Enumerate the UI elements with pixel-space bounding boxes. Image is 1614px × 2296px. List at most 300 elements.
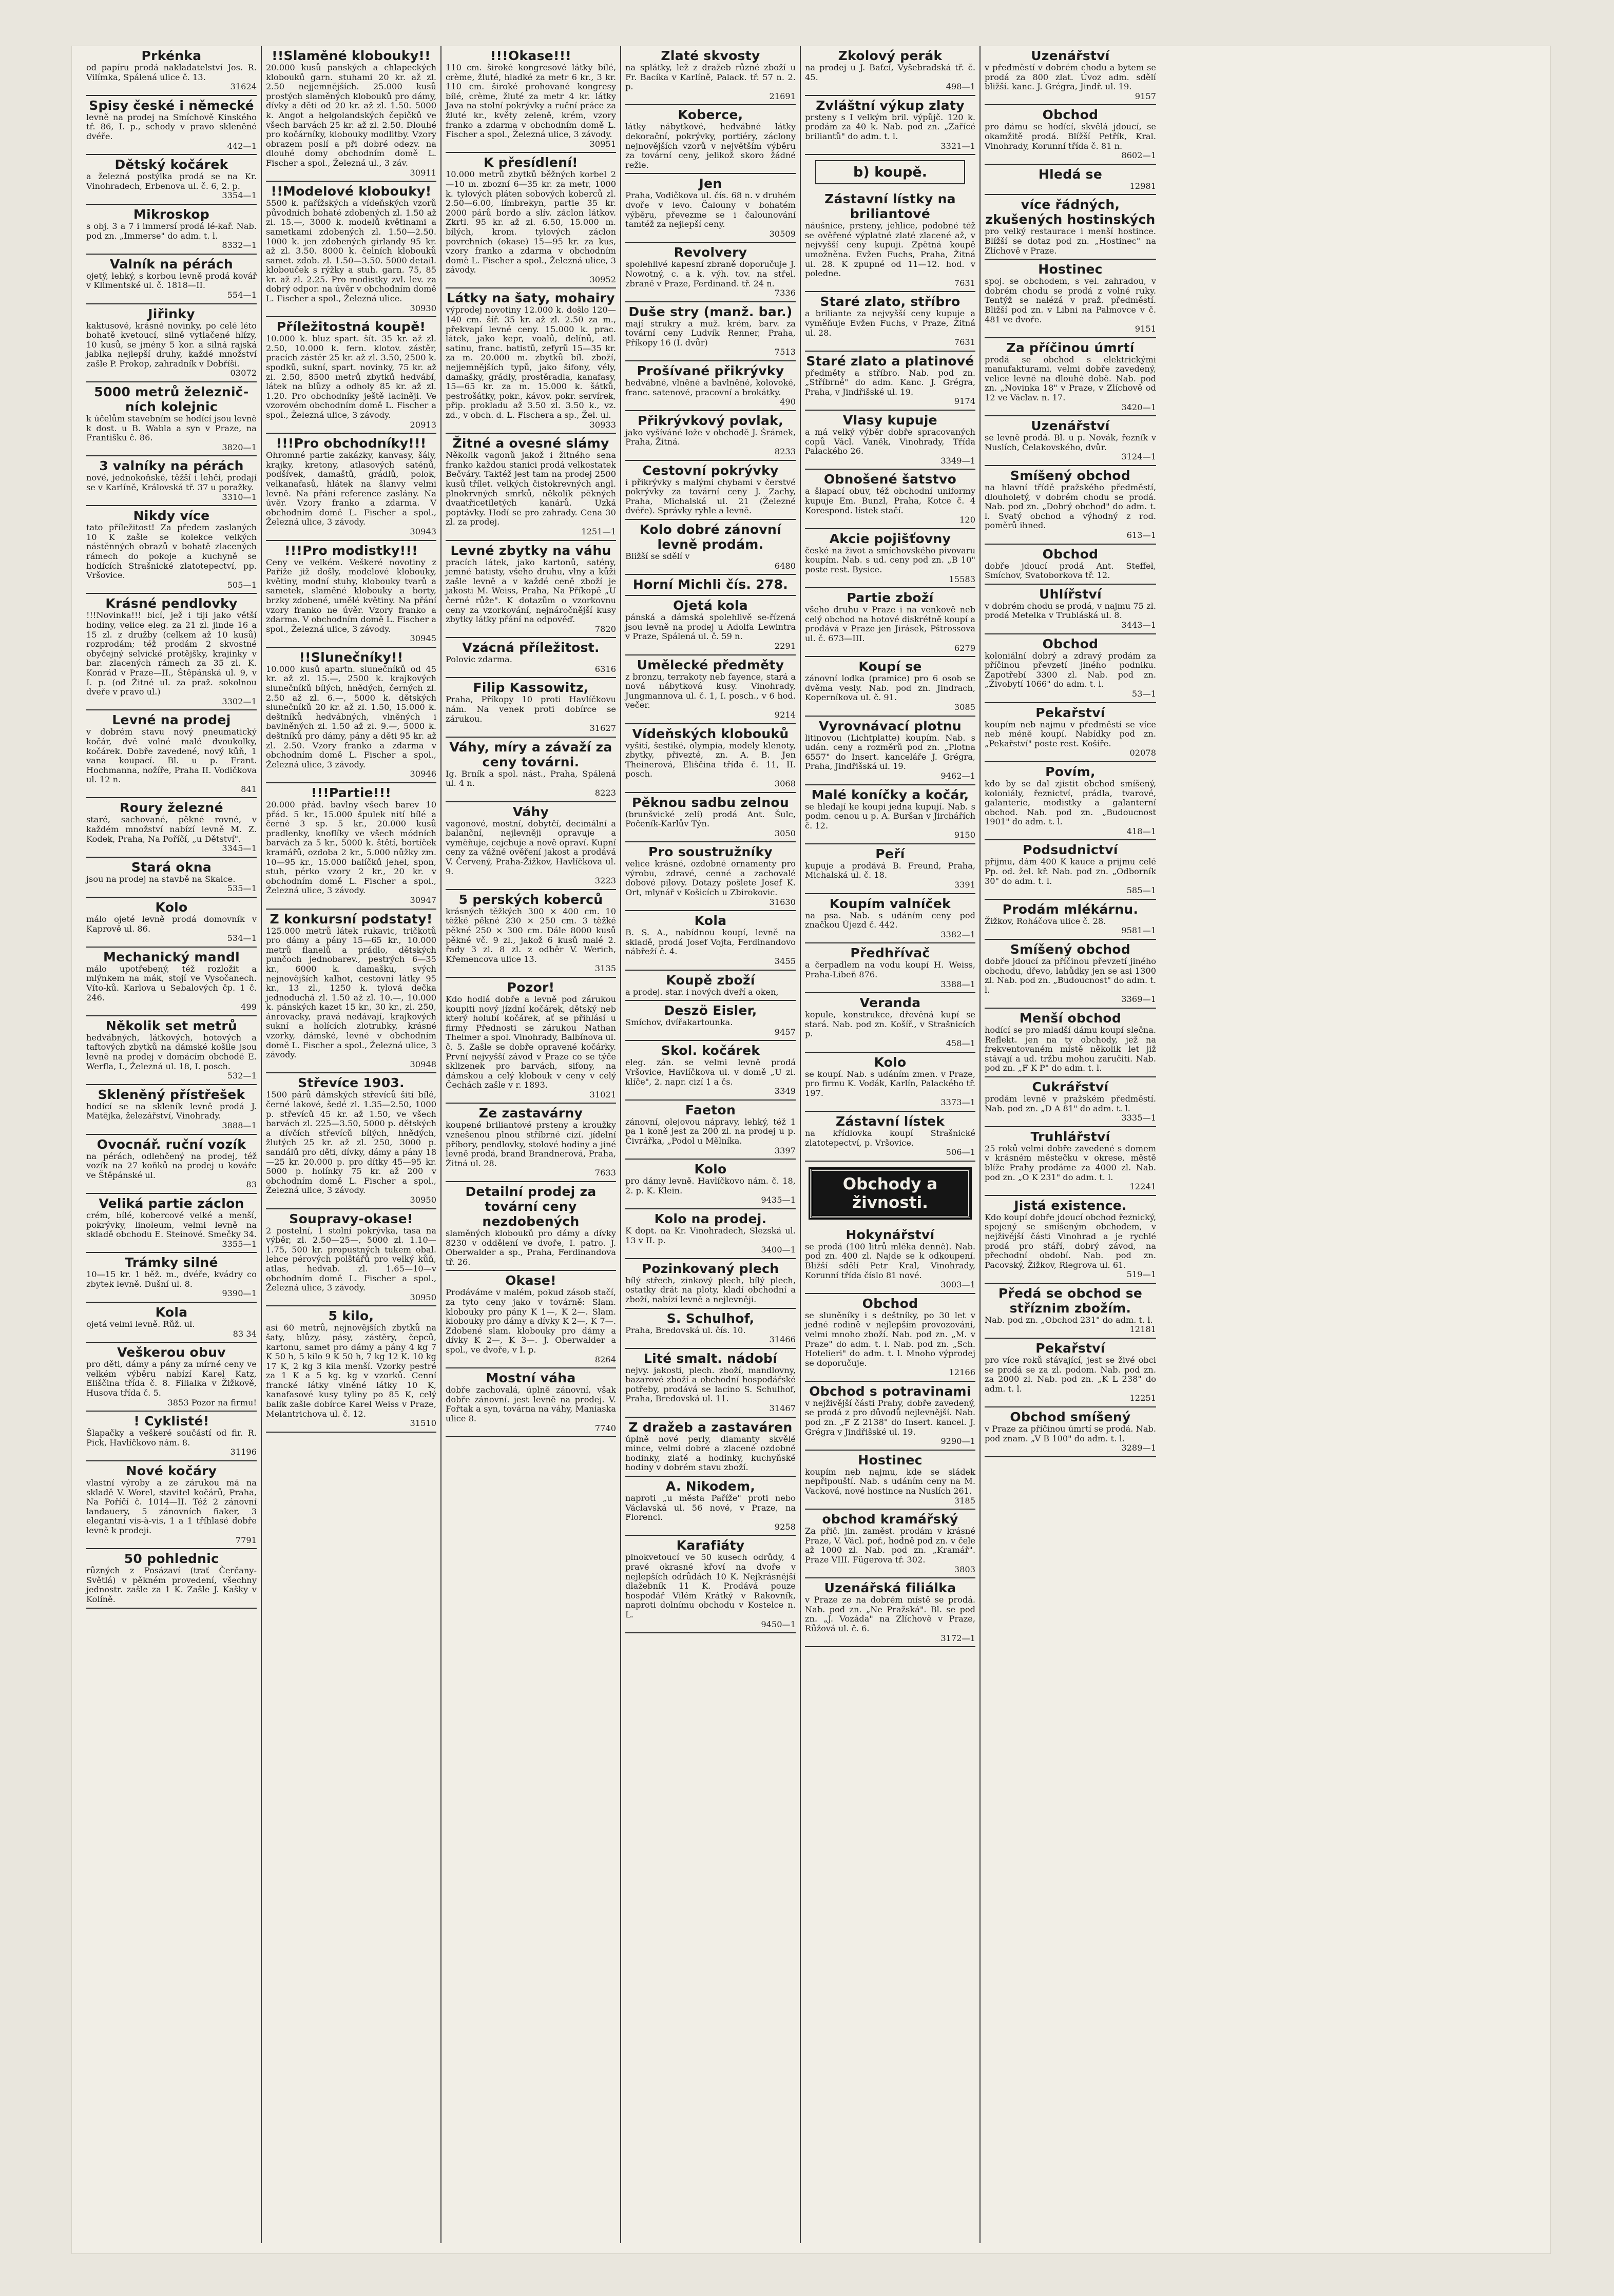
ad-code: 3803 — [954, 1564, 975, 1574]
ad-code: 30947 — [410, 895, 436, 905]
ad-body: hodící se pro mladší dámu koupí slečna. Reflekt. jen na ty obchody, jež na frekventovaném místě několik let již stávají a ud. tržbu mohou zaručiti. Nab. pod zn. „F K P" do adm. t. l. — [985, 1025, 1156, 1073]
ad-title: Karafiáty — [676, 1538, 745, 1553]
ad-title: Látky na šaty, mohairy — [447, 291, 615, 306]
section-banner: Obchody a živnosti. — [810, 1169, 970, 1218]
ad-footer — [805, 1634, 975, 1644]
classified-ad — [625, 1477, 796, 1536]
classified-ad — [446, 1104, 616, 1182]
ad-body: v Praze ze na dobrém místě se prodá. Nab. pod zn. „Ne Pražská". Bl. se pod zn. „J. Vozáda" na Zlíchově v Praze, Růžová ul. č. 6. — [805, 1595, 975, 1633]
ad-code: 9174 — [954, 396, 975, 407]
classified-ad — [985, 1284, 1156, 1339]
ad-body: bílý střech, zinkový plech, bílý plech, ostatky drát na ploty, kladí obchodní a zboží, nabízí levně a nejlevněji. — [625, 1275, 796, 1304]
ad-title: Uzenářská filiálka — [824, 1580, 956, 1596]
classified-ad — [625, 575, 796, 596]
ad-code: 3388—1 — [940, 979, 975, 989]
ad-body: Prodáváme v malém, pokud zásob stačí, za tyto ceny jako v továrně: Slam. klobouky pro pány K 1—, K 2—. Slam. klobouky pro dámy a dívky K 2—, K 7—. Zdobené slam. klobouky pro dámy a dívky K 2—, K 3—. J. Oberwalder a spol., ve dvoře, v I. p. — [446, 1287, 616, 1355]
ad-code: 21691 — [769, 91, 796, 101]
ad-title: Ovocnář. ruční vozík — [97, 1136, 246, 1152]
ad-title: Vídeňských klobouků — [632, 726, 789, 741]
ad-title: Z dražeb a zastaváren — [628, 1419, 793, 1435]
ad-title: Skleněný přístřešek — [98, 1087, 245, 1102]
ad-code: 30933 — [589, 419, 616, 430]
ad-title: Spisy české i německé — [89, 98, 254, 113]
ad-footer — [625, 1087, 796, 1096]
ad-footer — [805, 1039, 975, 1049]
ad-title: Cestovní pokrývky — [642, 462, 779, 478]
ad-code: 12166 — [949, 1367, 975, 1378]
ad-code: 31510 — [410, 1418, 436, 1429]
ad-title: Akcie pojišťovny — [829, 531, 951, 546]
ad-footer — [266, 769, 436, 779]
ad-code: 505—1 — [227, 580, 257, 590]
ad-code: 3391 — [954, 880, 975, 890]
ad-footer — [625, 829, 796, 839]
ad-code: 9150 — [954, 830, 975, 840]
ad-body: 5500 k. pařížských a vídeňských vzorů původních bohaté zdobených zl. 1.50 až zl. 15.—, 3000 k. modelů květinami a sametkami zdobených zl. 1.50—2.50. 1000 k. jen zdobených girlandy 95 kr. až zl. 3.50. 8000 k. čelních klobouků samet. zdob. zl. 1.50—3.50. 5000 detail. klobouček s rýžky a stuh. garn. 75, 85 kr. až zl. 2.25. Pro modistky zvl. lev. za dobrý odpor. na úvěr v obchodním domě L. Fischer a spol., Železná ulice. — [266, 198, 436, 304]
ad-title: Kolo na prodej. — [654, 1211, 767, 1226]
ad-title: Menší obchod — [1019, 1011, 1122, 1026]
classified-ad — [86, 858, 257, 898]
ad-footer — [985, 1443, 1156, 1453]
ad-title: Předhřívač — [850, 946, 930, 961]
ad-code: 31021 — [589, 1089, 616, 1099]
classified-ad — [805, 943, 975, 993]
classified-ad — [266, 783, 436, 910]
ad-body: výprodej novotiny 12.000 k. došlo 120—140 cm. šíř. 35 kr. až zl. 2.50 za m., překvapí levné ceny. 15.000 k. prac. látek, jako kepr, voalů, delínů, atl. satinu, franc. batistů, zefyrů 15—35 kr. za m. 20.000 m. zbytků bíl. zboží, nejjemnějších typů, jako šifony, vély, damašky, grádly, prostěradla, kanafasy, 15—65 kr. za m. 15.000 k. šátků, pestrošátky, pokr., kávov. pokr. servírek, přip. prokladu až 3.50 zl. 3.50 k., vz. zd., v obch. d. L. Fischera a sp., Žel. ul. — [446, 305, 616, 420]
ad-footer — [625, 1335, 796, 1345]
ad-code: 7631 — [954, 337, 975, 348]
classified-ad — [86, 1135, 257, 1194]
ad-body: české na život a smíchovského pivovaru koupím. Nab. s ud. ceny pod zn. „B 10" poste rest. Bysice. — [805, 545, 975, 574]
ad-code: 3003—1 — [940, 1280, 975, 1290]
classified-ad — [625, 1001, 796, 1041]
ad-title: Váhy — [512, 804, 549, 819]
ad-footer — [446, 1424, 616, 1434]
ad-footer — [805, 880, 975, 890]
ad-code: 7631 — [954, 278, 975, 288]
ad-footer — [86, 1071, 257, 1081]
classified-ad — [86, 1016, 257, 1085]
column-2 — [262, 46, 441, 2243]
ad-footer — [446, 724, 616, 734]
classified-ad — [266, 541, 436, 648]
ad-code: 15583 — [949, 574, 975, 584]
ad-footer — [86, 443, 257, 453]
ad-footer — [985, 1325, 1156, 1335]
ad-code: 8332—1 — [222, 240, 257, 250]
classified-ad — [86, 304, 257, 383]
ad-title: Obchod s potravinami — [809, 1383, 971, 1399]
ad-body: kaktusové, krásné novinky, po celé léto bohatě kvetoucí, silně vytlačené hlízy, 10 kusů, se jmény 5 kor. a silná rajská jablka nejlepší druhy, každé množství zašle P. Prokop, zahradník v Dobříši. — [86, 320, 257, 369]
ad-title: Lité smalt. nádobí — [643, 1350, 778, 1366]
ad-body: jako vyšíváné lože v obchodě J. Šrámek, Praha, Žitná. — [625, 427, 796, 447]
ad-body: Za přič. jin. zaměst. prodám v krásné Praze, V. Václ. poř., hodně pod zn. v čele až 1000 zl. Nab. pod zn. „Kramář". Praze VIII. Fügerova tř. 302. — [805, 1526, 975, 1565]
classified-ad — [805, 717, 975, 785]
ad-title: Předá se obchod se stříznim zbožím. — [998, 1285, 1143, 1316]
ad-title: Kola — [155, 1305, 188, 1320]
ad-body: prsteny s I velkým bril. výpůjč. 120 k. prodám za 40 k. Nab. pod zn. „Zařícé briliantů" do adm. t. l. — [805, 112, 975, 141]
ad-body: velice krásné, ozdobné ornamenty pro výrobu, zdravé, cenné a zachovalé dobové pilovy. Dotazy pošlete Josef K. Ort, mlynář v Košicích u Zbirokovic. — [625, 859, 796, 898]
ad-code: 30946 — [410, 769, 436, 779]
ad-title: 5 perských koberců — [458, 892, 603, 907]
classified-ad — [86, 456, 257, 506]
ad-title: Veranda — [859, 995, 921, 1011]
ad-title: Peří — [875, 846, 905, 861]
ad-title: Žitné a ovesné slámy — [452, 436, 609, 451]
ad-code: 9151 — [1135, 324, 1156, 334]
ad-title: Kola — [694, 913, 727, 929]
ad-footer — [266, 1293, 436, 1303]
ad-code: 499 — [241, 1002, 257, 1012]
ad-footer — [625, 1195, 796, 1205]
ad-title: Hostinec — [1038, 262, 1103, 277]
newspaper-page — [72, 46, 1550, 2253]
ad-title: Pozinkovaný plech — [642, 1261, 779, 1276]
classified-ad — [86, 798, 257, 857]
ad-footer — [446, 1090, 616, 1100]
ad-code: 3382—1 — [940, 929, 975, 939]
ad-body: vlastní výroby a ze zárukou má na skladě V. Worel, stavitel kočárů, Praha, Na Poříčí č. 1014—II. Též 2 zánovní landauery, 5 zánovních fiaker, 3 elegantní vis-à-vis, 1 a 1 tříhlasé dobře levně k prodeji. — [86, 1478, 257, 1535]
ad-footer — [625, 1028, 796, 1037]
ad-footer — [985, 531, 1156, 541]
ad-title: Koberce, — [678, 107, 743, 123]
ad-title: Pro soustružníky — [648, 844, 773, 860]
ad-title: Zástavní lístek — [835, 1113, 945, 1129]
ad-code: 3397 — [774, 1145, 796, 1155]
ad-footer — [86, 291, 257, 300]
classified-ad — [625, 1259, 796, 1309]
ad-footer — [625, 779, 796, 789]
ad-title: Vyrovnávací plotnu — [819, 718, 962, 734]
ad-footer — [266, 420, 436, 430]
classified-ad — [625, 520, 796, 575]
classified-ad — [805, 96, 975, 155]
ad-code: 31627 — [589, 723, 616, 734]
ad-body: a má velký výběr dobře spracovaných copů Václ. Vaněk, Vinohrady, Třída Palackého 26. — [805, 427, 975, 456]
ad-body: pro dámu se hodící, skvělá jdoucí, se okamžitě prodá. Blížší Petřík, Kral. Vinohrady, Korunní třída č. 81 n. — [985, 122, 1156, 151]
ad-title: Hokynářství — [846, 1227, 935, 1242]
classified-ad — [266, 182, 436, 317]
ad-body: Šlapačky a veškeré součástí od fir. R. Pick, Havlíčkovo nám. 8. — [86, 1428, 257, 1448]
ad-code: 3185 — [954, 1495, 975, 1506]
classified-ad — [625, 411, 796, 461]
ad-title: Několik set metrů — [105, 1018, 238, 1033]
ad-body: hedvábných, látkových, hotových a taftových zbytků na dámské košile jsou levně na prodej v domácím obchodě E. Werfla, I., Železná ul. 18, I. posch. — [86, 1032, 257, 1071]
ad-footer — [446, 140, 616, 149]
classified-ad — [985, 165, 1156, 196]
ad-title: Soupravy-okase! — [289, 1211, 413, 1226]
ad-title: Hostinec — [858, 1452, 923, 1468]
ad-code: 1251—1 — [581, 526, 616, 536]
ad-title: Za příčinou úmrtí — [1006, 340, 1135, 355]
ad-code: 3853 Pozor na firmu! — [167, 1397, 257, 1407]
ad-body: na pérách, odlehčený na prodej, též vozík na 27 koňků na prodej u kováře ve Štěpánské ul. — [86, 1151, 257, 1180]
classified-ad — [625, 842, 796, 911]
ad-code: 30952 — [589, 274, 616, 284]
ad-title: A. Nikodem, — [665, 1479, 756, 1494]
ad-body: předměty a stříbro. Nab. pod zn. „Stříbrné" do adm. Kanc. J. Grégra, Praha, v Jindřišské ul. 19. — [805, 368, 975, 397]
ad-body: se sluněníky i s deštníky, po 30 let v jedné rodině v nejlepším provozování, velmi mnoho zboží. Nab. pod zn. „M. v Praze" do adm. t. l. Nab. pod zn. „Sch. Hotelieri" do adm. t. l. Mnoho výprodej se doporučuje. — [805, 1310, 975, 1368]
ad-body: levně na prodej na Smíchově Kinského tř. 86, I. p., schody v pravo skleněné dvéře. — [86, 112, 257, 141]
ad-footer — [86, 191, 257, 201]
ad-title: K přesídlení! — [484, 155, 578, 170]
column-4 — [621, 46, 801, 2243]
ad-body: (brunšvické zelí) prodá Ant. Šulc, Počeník-Karlův Týn. — [625, 809, 796, 829]
ad-body: v předměstí v dobrém chodu a bytem se prodá za 800 zlat. Úvoz adm. sdělí bližší. kanc. J. Grégra, Jindř. ul. 19. — [985, 63, 1156, 92]
ad-title: Krásné pendlovky — [105, 596, 238, 611]
classified-ad — [446, 678, 616, 737]
ad-footer — [86, 1180, 257, 1190]
ad-body: zánovní, olejovou nápravy, lehký, též 1 pa 1 koně jest za 200 zl. na prodej u p. Čivrářka, „Podol u Mělníka. — [625, 1116, 796, 1146]
ad-footer — [86, 369, 257, 378]
ad-code: 03072 — [230, 368, 257, 378]
ad-title: Okase! — [505, 1273, 556, 1288]
ad-footer — [625, 710, 796, 720]
ad-footer — [446, 788, 616, 798]
classified-ad — [805, 1451, 975, 1510]
ad-footer — [805, 397, 975, 407]
ad-body: 20.000 přád. bavlny všech barev 10 přád. 5 kr., 15.000 špulek nití bílé a černé 3 sp. 5 kr., 20.000 kusů pradlenky, knoflíky ve všech módních barvách za 5 kr., 5000 k. štětí, bortíček kramářů, ozdoba 2 kr., 5.000 nůžky zm. 10—95 kr., 15.000 balíčků jehel, spon, stuh, pérko vzory 2 kr., 20 kr. v obchodním domě L. Fischer a spol., Železná ulice, 3 závody. — [266, 800, 436, 896]
ad-footer — [985, 621, 1156, 630]
ad-body: zánovní lodka (pramice) pro 6 osob se dvěma vesly. Nab. pod zn. Jindrach, Koperníkova ul. č. 91. — [805, 673, 975, 703]
ad-body: tato příležitost! Za předem zaslaných 10 K zašle se kolekce velkých nástěnných obrazů v bohatě zlacených rámech do pokoje a kuchyně se hodících Strašnické zlatotepectví, pp. Vršovice. — [86, 523, 257, 581]
ad-footer — [985, 182, 1156, 191]
ad-footer — [985, 1394, 1156, 1403]
ad-code: 9214 — [774, 709, 796, 720]
ad-title: Revolvery — [674, 245, 747, 260]
ad-title: Povím, — [1045, 764, 1096, 779]
ad-title: !!!Pro obchodníky!!! — [276, 436, 427, 451]
ad-title: Obchod — [1042, 107, 1099, 123]
ad-footer — [625, 92, 796, 102]
ad-code: 7633 — [594, 1168, 616, 1178]
ad-footer — [86, 1240, 257, 1249]
ad-code: 3289—1 — [1121, 1443, 1156, 1453]
ad-code: 30950 — [410, 1194, 436, 1205]
ad-code: 120 — [959, 515, 975, 525]
ad-title: Detailní prodej za tovární ceny nezdobených — [465, 1184, 597, 1229]
ad-code: 8233 — [774, 447, 796, 457]
classified-ad — [86, 1253, 257, 1303]
ad-code: 490 — [780, 397, 796, 407]
classified-ad — [446, 434, 616, 541]
ad-code: 30950 — [410, 1292, 436, 1302]
classified-ad — [86, 898, 257, 948]
classified-ad — [625, 105, 796, 174]
ad-title: Uzenářství — [1031, 48, 1110, 63]
ad-title: Zlaté skvosty — [661, 48, 760, 63]
ad-body: Několik vagonů jakož i žitného sena franko každou stanici prodá velkostatek Bečváry. Taktéž jest tam na prodej 2500 kusů třílet. velkých čistokrevných angl. plnokrvných smrků, několik pěkných dvaatřicetiletých kanárů. Uzká poptávky. Hodí se pro zahrady. Cena 30 zl. za prodej. — [446, 450, 616, 527]
ad-code: 7336 — [774, 288, 796, 298]
ad-title: Jistá existence. — [1014, 1198, 1127, 1213]
ad-code: 506—1 — [946, 1147, 975, 1157]
ad-title: !!Slunečníky!! — [299, 649, 404, 665]
ad-code: 3400—1 — [761, 1245, 796, 1255]
ad-footer — [86, 844, 257, 854]
ad-footer — [805, 1148, 975, 1157]
classified-ad — [625, 596, 796, 655]
ad-code: 31196 — [230, 1447, 257, 1457]
ad-footer — [446, 275, 616, 285]
classified-ad — [625, 793, 796, 843]
ad-code: 519—1 — [1126, 1269, 1156, 1280]
ad-code: 9157 — [1135, 91, 1156, 101]
ad-body: 125.000 metrů látek rukavic, tričkotů pro dámy a pány 15—65 kr., 10.000 metrů flanelů a prádlo, dětských punčoch jednobarev., pestrých 6—35 kr., 6000 k. damašku, svých nejnovějších kalhot, cestovní látky 95 kr., 13 zl., 1250 k. tylová dečka jednoduchá zl. 1.50 až zl. 10.—, 10.000 k. pánských kazet 15 kr., 30 kr., zl. 250, ánrovacky, pravá nedávají, krajkových sukní a holících zlotrubky, krásné vzorky, dámské, levné v obchodním domě L. Fischer a spol., Železná ulice, 3 závody. — [266, 925, 436, 1060]
classified-ad — [446, 541, 616, 639]
ad-code: 2291 — [774, 641, 796, 651]
ad-code: 498—1 — [946, 82, 975, 92]
ad-title: Veliká partie záclon — [99, 1195, 244, 1211]
ad-code: 30509 — [769, 228, 796, 239]
ad-body: dobře jdoucí prodá Ant. Steffel, Smíchov, Svatoborkova tř. 12. — [985, 561, 1156, 581]
classified-ad — [625, 174, 796, 243]
ad-body: ojetý, lehký, s korbou levně prodá kovář v Klimentské ul. č. 1818—II. — [86, 271, 257, 291]
ad-title: Nikdy více — [133, 508, 210, 524]
ad-title: Prkénka — [141, 48, 202, 63]
ad-footer — [86, 884, 257, 894]
ad-footer — [805, 1280, 975, 1290]
ad-code: 3349—1 — [940, 455, 975, 466]
ad-body: 10.000 kusů apartn. slunečníků od 45 kr. až zl. 15.—, 2500 k. krajkových slunečníků bílých, hnědých, černých zl. 2.50 až zl. 6.—, 5000 k. dětských slunečníků 20 kr. až zl. 1.50, 15.000 k. deštníků hedvábných, vlněných i bavlněných zl. 1.50 až zl. 9.—, 5000 k. deštníků pro dámy, pány a děti 95 kr. až zl. 2.50. Vzory franko a zdarma v obchodním domě L. Fischer a spol., Železná ulice, 3 závody. — [266, 664, 436, 769]
ad-title: Cukrářství — [1032, 1079, 1109, 1094]
ad-body: crém, bílé, kobercové velké a menší, pokrývky, linoleum, velmi levně na skladě obchodu E. Steinové. Smečky 34. — [86, 1210, 257, 1240]
classified-ad — [625, 243, 796, 302]
ad-body: v dobrém chodu se prodá, v najmu 75 zl. prodá Metelka v Trubláská ul. 8. — [985, 601, 1156, 621]
classified-ad — [446, 890, 616, 978]
ad-footer — [446, 1168, 616, 1178]
classified-ad — [985, 762, 1156, 841]
classified-ad — [266, 46, 436, 182]
ad-code: 3354—1 — [222, 190, 257, 201]
ad-body: vyšití, šestiké, olympia, modely klenoty, zbytky, přivezté, zn. A. B. Jen Theinerová, Eliščina třída č. 11, II. posch. — [625, 740, 796, 779]
classified-ad — [625, 1418, 796, 1477]
ad-body: a prodej. star. i nových dveří a oken, — [625, 987, 779, 997]
ad-body: asi 60 metrů, nejnovějších zbytků na šaty, blůzy, pásy, zástěry, čepců, kartonu, samet pro dámy a pány 4 kg 7 K 50 h, 5 kilo 9 K 50 h, 7 kg 12 K. 10 kg 17 K, 2 kg 3 kila menší. Vzorky pestré za 1 K a 5 kg. kg v vzorků. Cenní francké látky vlněné látky 10 K, kanafasové kusy tyliny po 85 K, celý balík zašle dobírce Karel Weiss v Praze, Melantrichova ul. č. 12. — [266, 1323, 436, 1419]
ad-body: Praha, Příkopy 10 proti Havlíčkovu nám. Na venek proti dobírce se zárukou. — [446, 694, 616, 724]
classified-ad — [985, 900, 1156, 940]
ad-footer — [446, 625, 616, 634]
classified-ad — [805, 352, 975, 411]
ad-footer — [625, 898, 796, 908]
ad-body: koupené briliantové prsteny a kroužky vznešenou plnou stříbrné cizí. jídelní příbory, pendlovky, stolové hodiny a jiné levně prodá, brand Brandnerová, Praha, Žitná ul. 28. — [446, 1120, 616, 1168]
ad-body: málo ojeté levně prodá domovník v Kaprově ul. 86. — [86, 914, 257, 934]
classified-ad — [86, 1412, 257, 1461]
ad-footer — [266, 168, 436, 178]
ad-code: 02078 — [1129, 748, 1156, 758]
ad-footer — [625, 1620, 796, 1630]
classified-ad — [625, 302, 796, 361]
ad-code: 3443—1 — [1121, 620, 1156, 630]
ad-footer — [86, 82, 257, 92]
classified-ad — [985, 1127, 1156, 1196]
classified-ad — [805, 844, 975, 894]
ad-title: Jiřinky — [148, 306, 195, 321]
classified-ad — [985, 1077, 1156, 1127]
ad-body: 110 cm. široké kongresové látky bílé, crème, žluté, hladké za metr 6 kr., 3 kr. 110 cm. široké prohované kongresy bílé, crème, žluté za metr 4 kr. látky Java na stolní pokrývky a ruční práce za žluté kr., květy zeleně, krém, vzory franko a zdarma v obchodním domě L. Fischer a spol., Železná ulice, 3 závody. — [446, 63, 616, 140]
classified-ad — [805, 411, 975, 470]
ad-body: mají strukry a muž. krém, barv. za tovární ceny Ludvík Renner, Praha, Příkopy 16 (I. dvůr) — [625, 318, 796, 348]
ad-code: 31624 — [230, 82, 257, 92]
ad-code: 9435—1 — [761, 1195, 796, 1205]
ad-body: v dobrém stavu nový pneumatický kočár, dvě volné malé dvoukolky, kočárek. Dobře zavedené, nový kůň, 1 vana koupací. Bl. u p. Frant. Hochmanna, nožíře, Praha II. Vodičkova ul. 12 n. — [86, 727, 257, 785]
ad-body: se prodá (100 litrů mléka denně). Nab. pod zn. 400 zl. Najde se k odkoupení. Bližší sdělí Petr Kral, Vinohrady, Korunní třída číslo 81 nové. — [805, 1241, 975, 1280]
ad-code: 442—1 — [227, 141, 257, 151]
ad-title: Pěknou sadbu zelnou — [632, 795, 789, 810]
ad-footer — [86, 581, 257, 590]
ad-title: Dětský kočárek — [114, 157, 228, 172]
ad-code: 53—1 — [1131, 688, 1156, 699]
ad-footer — [86, 142, 257, 151]
classified-ad — [985, 1339, 1156, 1407]
ad-footer — [625, 288, 796, 298]
ad-body: Polovic zdarma. — [446, 654, 512, 665]
ad-body: ojetá velmi levně. Růž. ul. — [86, 1319, 195, 1329]
ad-footer — [86, 785, 257, 795]
ad-code: 6480 — [774, 561, 796, 571]
ad-body: vagonové, mostní, dobytčí, decimální a balanční, nejlevněji opravuje a vyměňuje, cejchuje a nově opraví. Kupní ceny za vážné ověření jakost a prodává V. Červený, Praha-Žižkov, Havlíčkova ul. 9. — [446, 818, 616, 876]
classified-ad — [805, 189, 975, 292]
ad-footer — [985, 1113, 1156, 1123]
ad-code: 3420—1 — [1121, 402, 1156, 412]
classified-ad — [86, 155, 257, 205]
classified-ad — [86, 948, 257, 1016]
ad-footer — [86, 1289, 257, 1299]
ad-body: Ig. Brník a spol. nást., Praha, Spálená ul. 4 n. — [446, 768, 616, 788]
ad-footer — [86, 1536, 257, 1546]
ad-code: 6316 — [594, 664, 616, 674]
ad-body: nové, jednokoňské, těžší i lehčí, prodají se v Karlíně, Královská tř. 37 u poražky. — [86, 473, 257, 493]
ad-title: Hledá se — [1038, 166, 1103, 182]
ad-footer — [805, 1565, 975, 1575]
classified-ad — [446, 638, 616, 678]
ad-code: 31467 — [769, 1403, 796, 1414]
ad-code: 8223 — [594, 788, 616, 798]
ad-code: 554—1 — [227, 290, 257, 300]
ad-title: Pekařství — [1035, 705, 1105, 720]
ad-footer — [625, 562, 796, 571]
ad-body: 25 roků velmi dobře zavedené s domem v krásném městečku v okrese, městě blíže Prahy prodáme za 4000 zl. Nab. pod zn. „O K 231" do adm. t. l. — [985, 1143, 1156, 1182]
ad-code: 8264 — [594, 1354, 616, 1364]
ad-title: Příležitostná koupě! — [276, 319, 426, 335]
ad-body: k účelům stavebním se hodící jsou levně k dost. u B. Wabla a syn v Praze, na Františku č. 86. — [86, 414, 257, 443]
ad-title: Vlasy kupuje — [843, 413, 937, 428]
ad-body: jsou na prodej na stavbě na Skalce. — [86, 874, 236, 884]
classified-ad — [985, 585, 1156, 634]
ad-title: Kolo dobré zánovní levně prodám. — [640, 522, 781, 552]
ad-title: Koupí se — [858, 659, 922, 674]
classified-ad — [985, 260, 1156, 338]
ad-code: 585—1 — [1126, 885, 1156, 896]
ad-code: 9450—1 — [761, 1619, 796, 1629]
classified-ad — [625, 1536, 796, 1633]
ad-title: !!!Partie!!! — [311, 785, 392, 800]
column-1 — [82, 46, 262, 2243]
ad-body: prodám levně v pražském předměstí. Nab. pod zn. „D A 81" do adm. t. l. — [985, 1093, 1156, 1113]
ad-title: Jen — [699, 176, 722, 191]
classified-ad — [86, 594, 257, 710]
ad-title: Přikrývkový povlak, — [638, 413, 783, 428]
ad-code: 6279 — [954, 643, 975, 653]
ad-title: Smíšený obchod — [1010, 468, 1131, 484]
ad-code: 3355—1 — [222, 1239, 257, 1249]
section-heading: b) koupě. — [815, 160, 965, 184]
ad-code: 30911 — [410, 167, 436, 178]
ad-footer — [805, 771, 975, 781]
classified-ad — [985, 466, 1156, 545]
classified-ad — [985, 703, 1156, 762]
ad-footer — [446, 964, 616, 974]
ad-code: 458—1 — [946, 1038, 975, 1048]
